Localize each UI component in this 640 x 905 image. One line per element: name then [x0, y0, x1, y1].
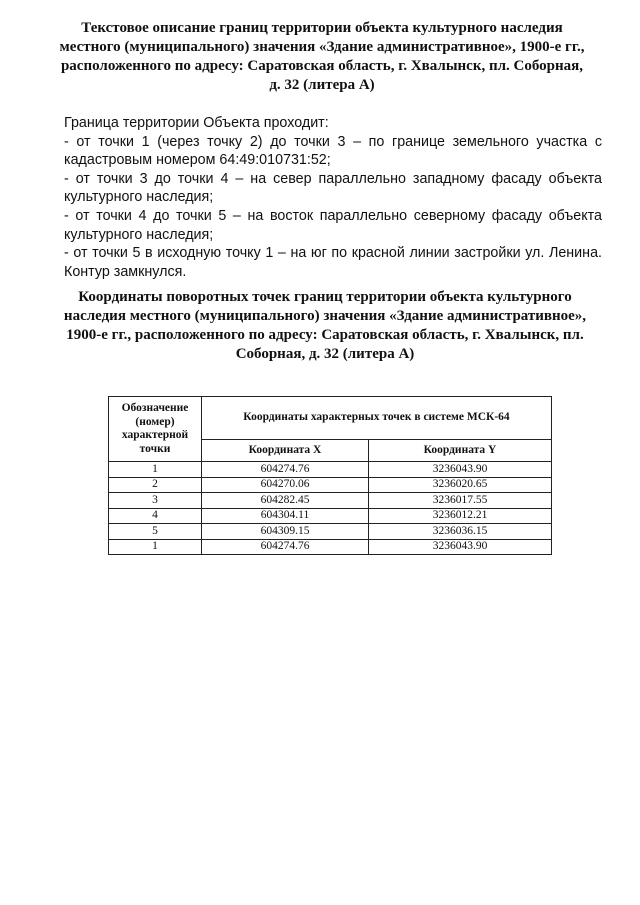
header-coordinate-system: Координаты характерных точек в системе МСК-64 [202, 397, 552, 440]
coordinate-y: 3236043.90 [369, 462, 552, 478]
coordinate-x: 604274.76 [202, 462, 369, 478]
point-number: 1 [109, 539, 202, 555]
header-x: Координата X [202, 440, 369, 462]
point-number: 2 [109, 477, 202, 493]
coordinates-heading: Координаты поворотных точек границ территории объекта культурного наследия местного (муниципального) значения «Здание административное», 1900-е гг., расположенного по адресу: Саратовская область, г. Хвалынск, пл. Соборная, д. 32 (литера А) [63, 289, 587, 362]
coordinate-x: 604309.15 [202, 524, 369, 540]
coordinate-x: 604304.11 [202, 508, 369, 524]
table-row [109, 462, 552, 478]
point-number: 4 [109, 508, 202, 524]
coordinate-y: 3236020.65 [369, 477, 552, 493]
coordinate-y: 3236012.21 [369, 508, 552, 524]
point-number: 1 [109, 462, 202, 478]
coordinate-y: 3236036.15 [369, 524, 552, 540]
table-row [109, 508, 552, 524]
coordinates-table [108, 396, 552, 555]
table-row [109, 524, 552, 540]
description-line: - от точки 3 до точки 4 – на север параллельно западному фасаду объекта культурного наследия; [64, 170, 602, 206]
table-row [109, 539, 552, 555]
header-point: Обозначение (номер) характерной точки [109, 397, 202, 462]
coordinate-y: 3236043.90 [369, 539, 552, 555]
point-number: 5 [109, 524, 202, 540]
description-line: - от точки 1 (через точку 2) до точки 3 – по границе земельного участка с кадастровым номером 64:49:010731:52; [64, 133, 602, 169]
document-title: Текстовое описание границ территории объекта культурного наследия местного (муниципального) значения «Здание административное», 1900-е гг., расположенного по адресу: Саратовская область, г. Хвалынск, пл. Соборная, д. 32 (литера А) [59, 20, 585, 93]
table-row [109, 493, 552, 509]
coordinate-x: 604282.45 [202, 493, 369, 509]
coordinate-y: 3236017.55 [369, 493, 552, 509]
description-line: - от точки 4 до точки 5 – на восток параллельно северному фасаду объекта культурного наследия; [64, 207, 602, 243]
description-line: - от точки 5 в исходную точку 1 – на юг по красной линии застройки ул. Ленина. Контур замкнулся. [64, 245, 602, 280]
coordinate-x: 604274.76 [202, 539, 369, 555]
table-row [109, 477, 552, 493]
description-line: Граница территории Объекта проходит: [64, 115, 329, 131]
coordinate-x: 604270.06 [202, 477, 369, 493]
point-number: 3 [109, 493, 202, 509]
header-y: Координата Y [369, 440, 552, 462]
boundary-description [64, 114, 602, 281]
